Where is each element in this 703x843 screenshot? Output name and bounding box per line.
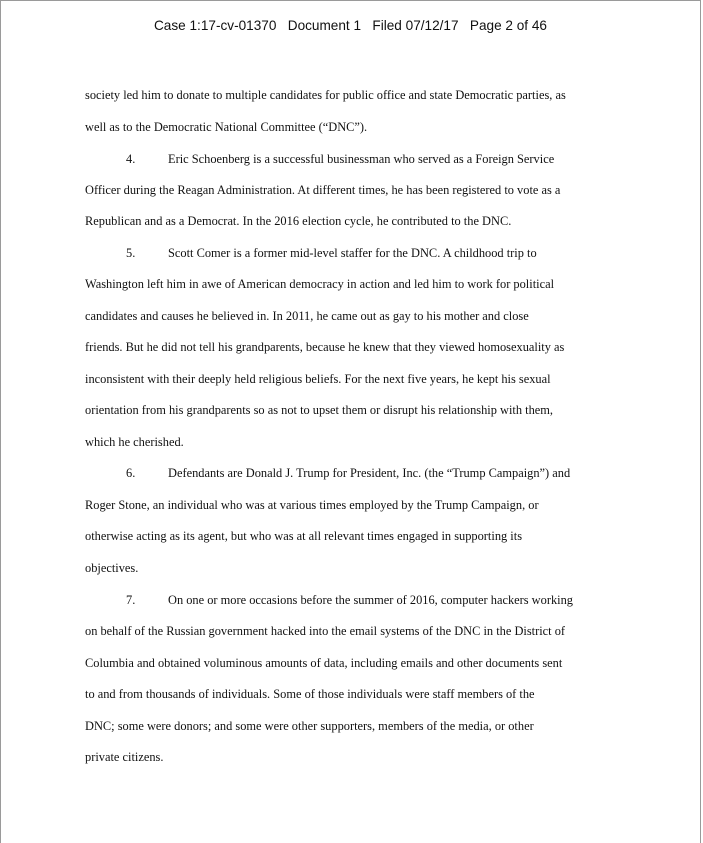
body-line: Columbia and obtained voluminous amounts of data, including emails and other documents sent: [85, 656, 563, 670]
body-line: Eric Schoenberg is a successful businessman who served as a Foreign Service: [168, 152, 555, 166]
body-line: private citizens.: [85, 750, 164, 764]
body-line: Scott Comer is a former mid-level staffer for the DNC. A childhood trip to: [168, 246, 537, 260]
header-filed-date: Filed 07/12/17: [372, 18, 459, 33]
body-line: inconsistent with their deeply held religious beliefs. For the next five years, he kept his sexual: [85, 372, 551, 386]
body-line: to and from thousands of individuals. Some of those individuals were staff members of the: [85, 687, 535, 701]
paragraph-number: 7.: [126, 593, 136, 607]
body-line: orientation from his grandparents so as not to upset them or disrupt his relationship with them,: [85, 403, 554, 417]
body-line: On one or more occasions before the summer of 2016, computer hackers working: [168, 593, 573, 607]
page-header: [1, 18, 700, 33]
body-line: on behalf of the Russian government hacked into the email systems of the DNC in the District of: [85, 624, 566, 638]
body-line: Defendants are Donald J. Trump for President, Inc. (the “Trump Campaign”) and: [168, 466, 571, 480]
body-line: society led him to donate to multiple candidates for public office and state Democratic parties, as: [85, 88, 566, 102]
body-line: Officer during the Reagan Administration. At different times, he has been registered to vote as a: [85, 183, 561, 197]
body-line: Washington left him in awe of American democracy in action and led him to work for political: [85, 277, 555, 291]
header-document: Document 1: [287, 18, 362, 33]
body-line: Roger Stone, an individual who was at various times employed by the Trump Campaign, or: [85, 498, 539, 512]
header-case-number: Case 1:17-cv-01370: [153, 18, 277, 33]
paragraph-number: 6.: [126, 466, 136, 480]
body-line: well as to the Democratic National Committee (“DNC”).: [85, 120, 368, 134]
header-page-number: Page 2 of 46: [469, 18, 547, 33]
body-line: DNC; some were donors; and some were other supporters, members of the media, or other: [85, 719, 534, 733]
body-line: otherwise acting as its agent, but who was at all relevant times engaged in supporting its: [85, 529, 523, 543]
paragraph-number: 5.: [126, 246, 136, 260]
body-line: friends. But he did not tell his grandparents, because he knew that they viewed homosexuality as: [85, 340, 565, 354]
body-line: which he cherished.: [85, 435, 184, 449]
paragraph-number: 4.: [126, 152, 136, 166]
body-line: candidates and causes he believed in. In 2011, he came out as gay to his mother and close: [85, 309, 529, 323]
body-line: objectives.: [85, 561, 139, 575]
body-line: Republican and as a Democrat. In the 2016 election cycle, he contributed to the DNC.: [85, 214, 512, 228]
